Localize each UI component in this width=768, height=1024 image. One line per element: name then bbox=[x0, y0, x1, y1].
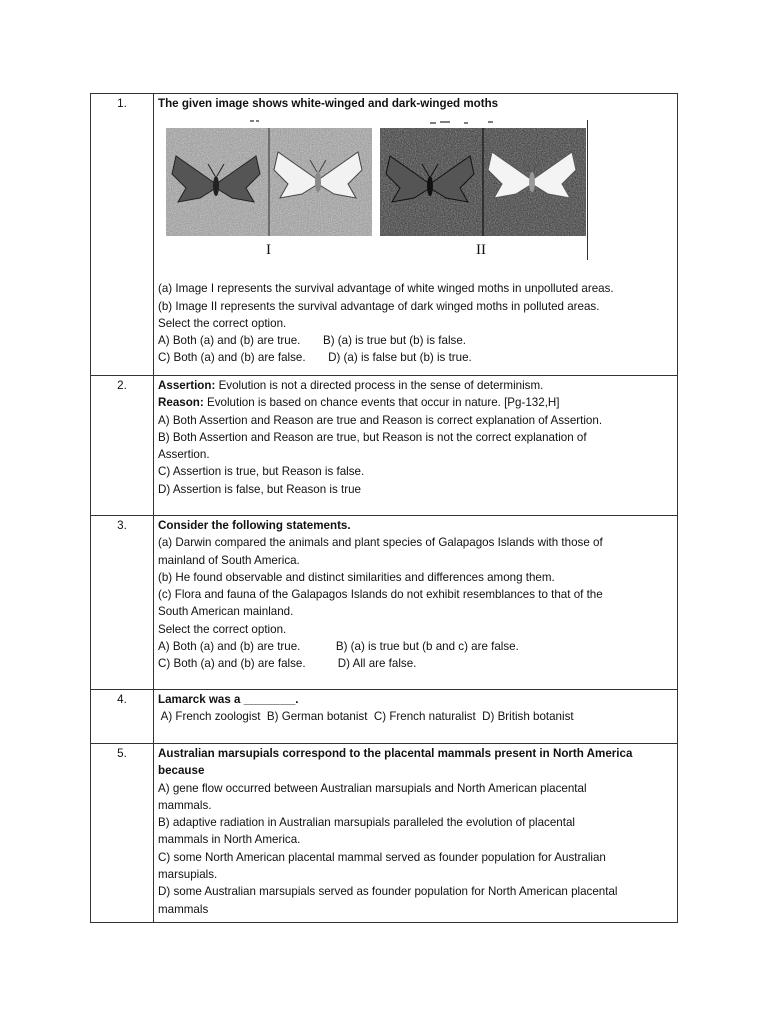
question-body bbox=[154, 516, 678, 690]
option-d: D) Assertion is false, but Reason is true bbox=[158, 482, 361, 496]
question-body bbox=[154, 376, 678, 516]
question-number: 1. bbox=[91, 94, 154, 376]
options-ab: A) Both (a) and (b) are true. B) (a) is true but (b and c) are false. bbox=[158, 640, 519, 654]
statement-a: (a) Image I represents the survival advantage of white winged moths in unpolluted areas. bbox=[158, 282, 614, 296]
reason-label: Reason: bbox=[158, 396, 204, 410]
figure-label-i: I bbox=[266, 242, 271, 259]
question-title: Consider the following statements. bbox=[158, 519, 351, 532]
statement-a: (a) Darwin compared the animals and plant species of Galapagos Islands with those of bbox=[158, 536, 603, 550]
option-a: A) Both Assertion and Reason are true and Reason is correct explanation of Assertion. bbox=[158, 413, 603, 427]
question-title: Lamarck was a ________. bbox=[158, 693, 299, 706]
statement-c-cont: South American mainland. bbox=[158, 605, 294, 619]
reason-text: Evolution is based on chance events that occur in nature. [Pg-132,H] bbox=[203, 396, 560, 410]
option-a-cont: mammals. bbox=[158, 798, 212, 812]
figure-label-ii: II bbox=[476, 242, 486, 259]
question-title: Australian marsupials correspond to the placental mammals present in North America bbox=[158, 747, 633, 760]
moth-image-i bbox=[166, 128, 372, 236]
option-c: C) some North American placental mammal served as founder population for Australian bbox=[158, 850, 606, 864]
question-title-cont: because bbox=[158, 764, 205, 778]
question-row-2 bbox=[91, 376, 678, 516]
question-number: 2. bbox=[91, 376, 154, 516]
option-b-cont: mammals in North America. bbox=[158, 833, 301, 847]
question-body bbox=[154, 744, 678, 923]
options-cd: C) Both (a) and (b) are false. D) (a) is false but (b) is true. bbox=[158, 351, 472, 365]
reason bbox=[158, 394, 673, 411]
option-a: A) gene flow occurred between Australian marsupials and North American placental bbox=[158, 781, 587, 795]
question-row-3 bbox=[91, 516, 678, 690]
option-c-cont: marsupials. bbox=[158, 868, 218, 882]
question-body bbox=[154, 690, 678, 744]
figure-divider bbox=[587, 120, 588, 260]
moth-figure bbox=[158, 118, 673, 276]
assertion-label: Assertion: bbox=[158, 379, 216, 392]
option-c: C) Assertion is true, but Reason is false. bbox=[158, 465, 365, 479]
options: A) French zoologist B) German botanist C) French naturalist D) British botanist bbox=[158, 710, 574, 724]
statement-c: (c) Flora and fauna of the Galapagos Islands do not exhibit resemblances to that of the bbox=[158, 588, 603, 602]
statement-a-cont: mainland of South America. bbox=[158, 553, 300, 567]
option-b: B) adaptive radiation in Australian marsupials paralleled the evolution of placental bbox=[158, 816, 575, 830]
question-sheet bbox=[90, 93, 678, 923]
instruction: Select the correct option. bbox=[158, 316, 287, 330]
statement-b: (b) Image II represents the survival advantage of dark winged moths in polluted areas. bbox=[158, 299, 600, 313]
question-number: 3. bbox=[91, 516, 154, 690]
options-ab: A) Both (a) and (b) are true. B) (a) is true but (b) is false. bbox=[158, 334, 466, 348]
option-b: B) Both Assertion and Reason are true, but Reason is not the correct explanation of bbox=[158, 430, 587, 444]
question-title: The given image shows white-winged and dark-winged moths bbox=[158, 97, 499, 110]
question-number: 4. bbox=[91, 690, 154, 744]
question-body bbox=[154, 94, 678, 376]
option-d: D) some Australian marsupials served as founder population for North American placental bbox=[158, 885, 618, 899]
option-b-cont: Assertion. bbox=[158, 448, 210, 462]
assertion bbox=[158, 377, 673, 394]
question-row-1 bbox=[91, 94, 678, 376]
moth-image-ii bbox=[380, 128, 586, 236]
question-row-5 bbox=[91, 744, 678, 923]
assertion-text: Evolution is not a directed process in the sense of determinism. bbox=[215, 379, 544, 392]
question-row-4 bbox=[91, 690, 678, 744]
options-cd: C) Both (a) and (b) are false. D) All are false. bbox=[158, 657, 417, 671]
figure-crop-marks bbox=[158, 118, 598, 128]
question-table bbox=[90, 93, 678, 923]
instruction: Select the correct option. bbox=[158, 622, 287, 636]
question-number: 5. bbox=[91, 744, 154, 923]
option-d-cont: mammals bbox=[158, 902, 209, 916]
statement-b: (b) He found observable and distinct similarities and differences among them. bbox=[158, 570, 555, 584]
